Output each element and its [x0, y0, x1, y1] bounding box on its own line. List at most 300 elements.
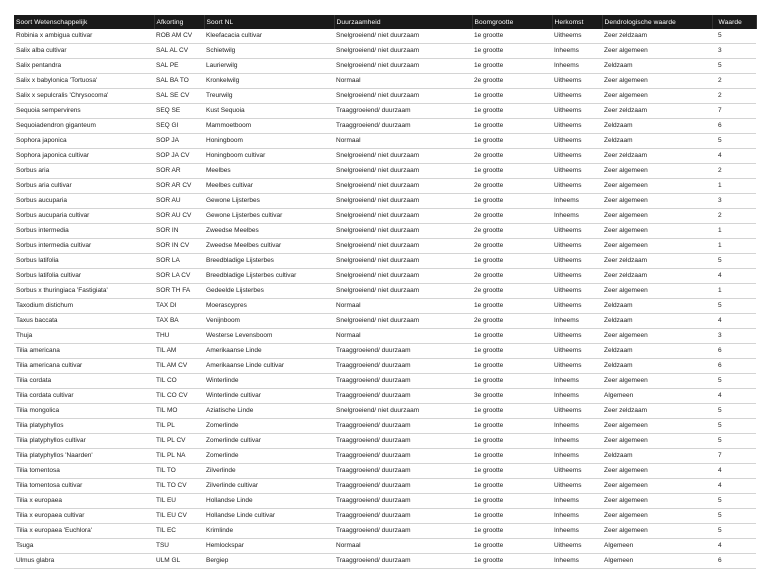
cell-origin: Inheems: [554, 557, 579, 565]
cell-tree-size: 1e grootte: [474, 62, 504, 70]
cell-abbreviation: SEQ GI: [156, 122, 179, 130]
cell-dendrological-value: Zeer algemeen: [604, 482, 648, 490]
table-row: [14, 134, 756, 149]
cell-dendrological-value: Zeer algemeen: [604, 422, 648, 430]
cell-scientific-name: Sorbus intermedia: [16, 227, 69, 235]
cell-dutch-name: Kronkelwilg: [206, 77, 240, 85]
cell-scientific-name: Salix pentandra: [16, 62, 62, 70]
cell-scientific-name: Taxus baccata: [16, 317, 58, 325]
table-row: [14, 314, 756, 329]
cell-scientific-name: Tilia platyphyllos cultivar: [16, 437, 86, 445]
cell-durability: Traaggroeiend/ duurzaam: [336, 557, 411, 565]
cell-durability: Traaggroeiend/ duurzaam: [336, 347, 411, 355]
table-row: [14, 29, 756, 44]
cell-scientific-name: Sophora japonica: [16, 137, 67, 145]
cell-value: 1: [718, 182, 722, 190]
cell-dutch-name: Zilverlinde: [206, 467, 236, 475]
cell-scientific-name: Tilia cordata cultivar: [16, 392, 74, 400]
cell-origin: Uitheems: [554, 122, 582, 130]
cell-tree-size: 1e grootte: [474, 32, 504, 39]
cell-durability: Traaggroeiend/ duurzaam: [336, 527, 411, 535]
table-row: [14, 464, 756, 479]
cell-value: 4: [718, 152, 722, 160]
cell-origin: Uitheems: [554, 407, 582, 415]
cell-dendrological-value: Zeldzaam: [604, 452, 633, 460]
table-row: [14, 434, 756, 449]
cell-scientific-name: Tilia tomentosa cultivar: [16, 482, 83, 490]
cell-abbreviation: SOP JA: [156, 137, 180, 145]
cell-abbreviation: TIL AM CV: [156, 362, 188, 370]
cell-dendrological-value: Zeer algemeen: [604, 467, 648, 475]
cell-scientific-name: Sequoiadendron giganteum: [16, 122, 96, 130]
cell-tree-size: 2e grootte: [474, 227, 504, 235]
cell-dutch-name: Westerse Levensboom: [206, 332, 273, 340]
tree-species-sheet: [14, 15, 756, 569]
cell-dendrological-value: Zeer algemeen: [604, 377, 648, 385]
cell-origin: Uitheems: [554, 227, 582, 235]
table-row: [14, 224, 756, 239]
cell-value: 4: [718, 467, 722, 475]
cell-tree-size: 1e grootte: [474, 47, 504, 55]
cell-abbreviation: TIL PL NA: [156, 452, 186, 460]
cell-abbreviation: THU: [156, 332, 170, 340]
cell-scientific-name: Sorbus aucuparia: [16, 197, 67, 205]
cell-dendrological-value: Zeldzaam: [604, 62, 633, 70]
cell-tree-size: 1e grootte: [474, 467, 504, 475]
cell-abbreviation: TIL TO CV: [156, 482, 187, 490]
cell-dutch-name: Schietwilg: [206, 47, 236, 55]
header-dendrological-value: Dendrologische waarde: [602, 15, 712, 29]
table-row: [14, 59, 756, 74]
cell-abbreviation: TIL TO: [156, 467, 176, 475]
cell-dendrological-value: Zeer algemeen: [604, 197, 648, 205]
cell-value: 5: [718, 377, 722, 385]
cell-dendrological-value: Zeer algemeen: [604, 497, 648, 505]
table-row: [14, 149, 756, 164]
header-tree-size: Boomgrootte: [472, 15, 552, 29]
cell-dendrological-value: Algemeen: [604, 557, 634, 565]
cell-tree-size: 2e grootte: [474, 182, 504, 190]
cell-durability: Traaggroeiend/ duurzaam: [336, 437, 411, 445]
cell-scientific-name: Sorbus aria: [16, 167, 50, 175]
cell-durability: Traaggroeiend/ duurzaam: [336, 107, 411, 115]
cell-abbreviation: SOR TH FA: [156, 287, 191, 295]
cell-origin: Uitheems: [554, 152, 582, 160]
cell-durability: Snelgroeiend/ niet duurzaam: [336, 167, 420, 175]
cell-abbreviation: TIL PL CV: [156, 437, 186, 445]
cell-value: 6: [718, 122, 722, 130]
table-row: [14, 254, 756, 269]
cell-value: 5: [718, 512, 722, 520]
cell-dendrological-value: Zeer zeldzaam: [604, 272, 647, 280]
table-row: [14, 239, 756, 254]
cell-dutch-name: Zomerlinde cultivar: [206, 437, 261, 445]
cell-dendrological-value: Zeer zeldzaam: [604, 152, 647, 160]
cell-origin: Uitheems: [554, 332, 582, 340]
cell-origin: Inheems: [554, 47, 579, 55]
cell-dutch-name: Zomerlinde: [206, 422, 239, 430]
cell-abbreviation: TIL EC: [156, 527, 176, 535]
cell-dendrological-value: Zeer zeldzaam: [604, 32, 647, 39]
cell-tree-size: 1e grootte: [474, 167, 504, 175]
cell-value: 5: [718, 32, 722, 39]
cell-tree-size: 2e grootte: [474, 152, 504, 160]
cell-value: 2: [718, 167, 722, 175]
cell-durability: Snelgroeiend/ niet duurzaam: [336, 62, 420, 70]
cell-dendrological-value: Zeldzaam: [604, 122, 633, 130]
cell-origin: Inheems: [554, 197, 579, 205]
cell-dendrological-value: Zeer algemeen: [604, 182, 648, 190]
cell-value: 5: [718, 302, 722, 310]
cell-scientific-name: Sorbus latifolia cultivar: [16, 272, 82, 280]
cell-durability: Snelgroeiend/ niet duurzaam: [336, 92, 420, 100]
cell-dutch-name: Zweedse Meelbes cultivar: [206, 242, 282, 250]
table-row: [14, 299, 756, 314]
cell-scientific-name: Sorbus x thuringiaca 'Fastigiata': [16, 287, 108, 295]
cell-abbreviation: TAX BA: [156, 317, 179, 325]
cell-dendrological-value: Zeldzaam: [604, 347, 633, 355]
cell-scientific-name: Tilia platyphyllos 'Naarden': [16, 452, 93, 460]
cell-dendrological-value: Zeldzaam: [604, 317, 633, 325]
cell-dutch-name: Gedeelde Lijsterbes: [206, 287, 264, 295]
cell-dutch-name: Meelbes cultivar: [206, 182, 253, 190]
cell-origin: Inheems: [554, 317, 579, 325]
table-row: [14, 74, 756, 89]
cell-tree-size: 1e grootte: [474, 557, 504, 565]
cell-abbreviation: SEQ SE: [156, 107, 181, 115]
cell-origin: Uitheems: [554, 107, 582, 115]
table-row: [14, 524, 756, 539]
header-abbreviation: Afkorting: [154, 15, 204, 29]
cell-origin: Uitheems: [554, 467, 582, 475]
table-row: [14, 359, 756, 374]
cell-scientific-name: Sorbus aria cultivar: [16, 182, 72, 190]
cell-origin: Uitheems: [554, 182, 582, 190]
cell-tree-size: 1e grootte: [474, 497, 504, 505]
cell-durability: Traaggroeiend/ duurzaam: [336, 482, 411, 490]
cell-value: 1: [718, 242, 722, 250]
table-row: [14, 44, 756, 59]
cell-dendrological-value: Zeer algemeen: [604, 212, 648, 220]
table-row: [14, 389, 756, 404]
cell-dutch-name: Krimlinde: [206, 527, 234, 535]
cell-dendrological-value: Algemeen: [604, 392, 634, 400]
table-row: [14, 284, 756, 299]
cell-origin: Inheems: [554, 392, 579, 400]
cell-origin: Uitheems: [554, 362, 582, 370]
cell-scientific-name: Tilia mongolica: [16, 407, 60, 415]
cell-dutch-name: Gewone Lijsterbes cultivar: [206, 212, 283, 220]
cell-scientific-name: Tilia x europaea: [16, 497, 63, 505]
cell-tree-size: 1e grootte: [474, 122, 504, 130]
cell-scientific-name: Salix x babylonica 'Tortuosa': [16, 77, 98, 85]
cell-value: 3: [718, 332, 722, 340]
cell-value: 5: [718, 437, 722, 445]
cell-dendrological-value: Zeer algemeen: [604, 527, 648, 535]
cell-scientific-name: Ulmus glabra: [16, 557, 55, 565]
cell-tree-size: 3e grootte: [474, 392, 504, 400]
cell-dendrological-value: Zeldzaam: [604, 362, 633, 370]
cell-tree-size: 2e grootte: [474, 212, 504, 220]
table-row: [14, 329, 756, 344]
cell-dendrological-value: Zeer algemeen: [604, 92, 648, 100]
cell-tree-size: 1e grootte: [474, 437, 504, 445]
cell-tree-size: 1e grootte: [474, 527, 504, 535]
cell-durability: Snelgroeiend/ niet duurzaam: [336, 407, 420, 415]
cell-durability: Traaggroeiend/ duurzaam: [336, 422, 411, 430]
cell-scientific-name: Sorbus intermedia cultivar: [16, 242, 92, 250]
cell-dendrological-value: Zeer algemeen: [604, 332, 648, 340]
table-row: [14, 194, 756, 209]
cell-abbreviation: TIL EU CV: [156, 512, 187, 520]
cell-origin: Inheems: [554, 512, 579, 520]
cell-scientific-name: Tilia x europaea cultivar: [16, 512, 85, 520]
cell-value: 4: [718, 317, 722, 325]
cell-value: 1: [718, 227, 722, 235]
table-row: [14, 104, 756, 119]
cell-dendrological-value: Zeer zeldzaam: [604, 257, 647, 265]
cell-origin: Uitheems: [554, 287, 582, 295]
cell-value: 6: [718, 362, 722, 370]
cell-dutch-name: Honingboom: [206, 137, 243, 145]
cell-tree-size: 1e grootte: [474, 257, 504, 265]
cell-tree-size: 1e grootte: [474, 107, 504, 115]
cell-value: 4: [718, 392, 722, 400]
cell-dutch-name: Aziatische Linde: [206, 407, 254, 415]
cell-durability: Traaggroeiend/ duurzaam: [336, 122, 411, 130]
cell-value: 7: [718, 107, 722, 115]
cell-scientific-name: Robinia x ambigua cultivar: [16, 32, 93, 39]
cell-dutch-name: Meelbes: [206, 167, 231, 175]
table-row: [14, 449, 756, 464]
cell-tree-size: 1e grootte: [474, 347, 504, 355]
cell-abbreviation: SOR LA: [156, 257, 180, 265]
cell-abbreviation: SOR IN: [156, 227, 179, 235]
cell-dutch-name: Amerikaanse Linde cultivar: [206, 362, 285, 370]
table-row: [14, 179, 756, 194]
table-row: [14, 164, 756, 179]
cell-dutch-name: Hollandse Linde cultivar: [206, 512, 276, 520]
cell-durability: Snelgroeiend/ niet duurzaam: [336, 257, 420, 265]
cell-dendrological-value: Zeer algemeen: [604, 242, 648, 250]
cell-scientific-name: Tilia x europaea 'Euchlora': [16, 527, 92, 535]
cell-value: 2: [718, 77, 722, 85]
cell-abbreviation: SAL BA TO: [156, 77, 189, 85]
cell-scientific-name: Salix alba cultivar: [16, 47, 67, 55]
cell-tree-size: 2e grootte: [474, 77, 504, 85]
cell-tree-size: 2e grootte: [474, 272, 504, 280]
table-row: [14, 509, 756, 524]
cell-origin: Uitheems: [554, 137, 582, 145]
cell-dutch-name: Gewone Lijsterbes: [206, 197, 260, 205]
cell-origin: Uitheems: [554, 482, 582, 490]
cell-dutch-name: Bergiep: [206, 557, 229, 565]
cell-value: 5: [718, 497, 722, 505]
cell-abbreviation: TIL PL: [156, 422, 175, 430]
cell-durability: Normaal: [336, 542, 361, 550]
cell-origin: Inheems: [554, 62, 579, 70]
table-row: [14, 404, 756, 419]
cell-scientific-name: Tilia cordata: [16, 377, 52, 385]
cell-dendrological-value: Zeer algemeen: [604, 437, 648, 445]
cell-dutch-name: Mammoetboom: [206, 122, 252, 130]
cell-durability: Traaggroeiend/ duurzaam: [336, 512, 411, 520]
cell-durability: Snelgroeiend/ niet duurzaam: [336, 287, 420, 295]
cell-abbreviation: TIL AM: [156, 347, 177, 355]
table-row: [14, 494, 756, 509]
cell-dendrological-value: Zeer algemeen: [604, 227, 648, 235]
cell-value: 5: [718, 257, 722, 265]
cell-durability: Snelgroeiend/ niet duurzaam: [336, 212, 420, 220]
cell-abbreviation: TIL MO: [156, 407, 178, 415]
cell-origin: Inheems: [554, 497, 579, 505]
cell-abbreviation: TIL CO: [156, 377, 177, 385]
cell-durability: Traaggroeiend/ duurzaam: [336, 467, 411, 475]
cell-origin: Uitheems: [554, 77, 582, 85]
table-row: [14, 554, 756, 569]
cell-dutch-name: Breedbladige Lijsterbes: [206, 257, 274, 265]
cell-tree-size: 2e grootte: [474, 242, 504, 250]
cell-value: 3: [718, 197, 722, 205]
cell-abbreviation: ULM GL: [156, 557, 181, 565]
tree-species-table: [14, 15, 757, 569]
cell-durability: Snelgroeiend/ niet duurzaam: [336, 227, 420, 235]
header-value: Waarde: [712, 15, 756, 29]
cell-origin: Inheems: [554, 422, 579, 430]
cell-tree-size: 2e grootte: [474, 317, 504, 325]
cell-tree-size: 1e grootte: [474, 482, 504, 490]
header-scientific-name: Soort Wetenschappelijk: [14, 15, 154, 29]
cell-dendrological-value: Zeer algemeen: [604, 512, 648, 520]
header-origin: Herkomst: [552, 15, 602, 29]
cell-tree-size: 1e grootte: [474, 197, 504, 205]
cell-origin: Uitheems: [554, 242, 582, 250]
cell-origin: Inheems: [554, 527, 579, 535]
header-row: [14, 15, 756, 29]
cell-tree-size: 1e grootte: [474, 137, 504, 145]
cell-value: 5: [718, 62, 722, 70]
cell-durability: Snelgroeiend/ niet duurzaam: [336, 32, 420, 39]
cell-value: 6: [718, 557, 722, 565]
cell-value: 4: [718, 542, 722, 550]
cell-dendrological-value: Algemeen: [604, 542, 634, 550]
cell-abbreviation: ROB AM CV: [156, 32, 193, 39]
cell-scientific-name: Tilia platyphyllos: [16, 422, 64, 430]
table-header: [14, 15, 756, 29]
cell-scientific-name: Taxodium distichum: [16, 302, 74, 310]
table-body: [14, 29, 756, 569]
cell-durability: Normaal: [336, 77, 361, 85]
cell-abbreviation: TSU: [156, 542, 169, 550]
cell-abbreviation: SOR AU: [156, 197, 181, 205]
cell-origin: Uitheems: [554, 542, 582, 550]
cell-dutch-name: Zilverlinde cultivar: [206, 482, 259, 490]
cell-dutch-name: Zweedse Meelbes: [206, 227, 259, 235]
cell-scientific-name: Tilia tomentosa: [16, 467, 60, 475]
table-row: [14, 479, 756, 494]
cell-origin: Inheems: [554, 212, 579, 220]
cell-value: 4: [718, 272, 722, 280]
header-dutch-name: Soort NL: [204, 15, 334, 29]
table-row: [14, 374, 756, 389]
cell-scientific-name: Thuja: [16, 332, 33, 340]
cell-durability: Traaggroeiend/ duurzaam: [336, 377, 411, 385]
cell-abbreviation: TIL CO CV: [156, 392, 188, 400]
cell-durability: Traaggroeiend/ duurzaam: [336, 452, 411, 460]
cell-durability: Snelgroeiend/ niet duurzaam: [336, 47, 420, 55]
cell-origin: Uitheems: [554, 302, 582, 310]
cell-dutch-name: Kust Sequoia: [206, 107, 245, 115]
cell-origin: Uitheems: [554, 92, 582, 100]
cell-dendrological-value: Zeldzaam: [604, 302, 633, 310]
cell-tree-size: 2e grootte: [474, 287, 504, 295]
cell-tree-size: 1e grootte: [474, 452, 504, 460]
cell-value: 1: [718, 287, 722, 295]
cell-abbreviation: TAX DI: [156, 302, 177, 310]
cell-value: 3: [718, 47, 722, 55]
cell-origin: Uitheems: [554, 272, 582, 280]
table-row: [14, 209, 756, 224]
table-row: [14, 269, 756, 284]
cell-dutch-name: Hollandse Linde: [206, 497, 253, 505]
cell-scientific-name: Sorbus aucuparia cultivar: [16, 212, 90, 220]
cell-durability: Traaggroeiend/ duurzaam: [336, 497, 411, 505]
header-durability: Duurzaamheid: [334, 15, 472, 29]
cell-tree-size: 1e grootte: [474, 377, 504, 385]
cell-durability: Snelgroeiend/ niet duurzaam: [336, 242, 420, 250]
cell-tree-size: 1e grootte: [474, 302, 504, 310]
cell-dendrological-value: Zeer algemeen: [604, 287, 648, 295]
cell-dendrological-value: Zeer zeldzaam: [604, 107, 647, 115]
cell-value: 5: [718, 137, 722, 145]
cell-origin: Uitheems: [554, 32, 582, 39]
cell-durability: Snelgroeiend/ niet duurzaam: [336, 182, 420, 190]
cell-scientific-name: Tilia americana: [16, 347, 60, 355]
cell-scientific-name: Sorbus latifolia: [16, 257, 59, 265]
cell-dutch-name: Winterlinde cultivar: [206, 392, 261, 400]
cell-dutch-name: Kleefacacia cultivar: [206, 32, 262, 39]
cell-dutch-name: Amerikaanse Linde: [206, 347, 262, 355]
table-row: [14, 344, 756, 359]
cell-value: 6: [718, 347, 722, 355]
cell-value: 2: [718, 212, 722, 220]
cell-origin: Inheems: [554, 377, 579, 385]
cell-abbreviation: SAL PE: [156, 62, 179, 70]
cell-value: 2: [718, 92, 722, 100]
cell-dutch-name: Hemlockspar: [206, 542, 244, 550]
table-row: [14, 119, 756, 134]
cell-durability: Traaggroeiend/ duurzaam: [336, 362, 411, 370]
cell-scientific-name: Sequoia sempervirens: [16, 107, 81, 115]
cell-tree-size: 1e grootte: [474, 362, 504, 370]
cell-tree-size: 1e grootte: [474, 512, 504, 520]
cell-durability: Normaal: [336, 137, 361, 145]
cell-tree-size: 1e grootte: [474, 422, 504, 430]
cell-value: 5: [718, 407, 722, 415]
cell-abbreviation: SAL AL CV: [156, 47, 189, 55]
cell-dendrological-value: Zeer algemeen: [604, 167, 648, 175]
cell-abbreviation: SOP JA CV: [156, 152, 190, 160]
cell-abbreviation: SOR LA CV: [156, 272, 191, 280]
cell-dutch-name: Honingboom cultivar: [206, 152, 266, 160]
cell-durability: Snelgroeiend/ niet duurzaam: [336, 152, 420, 160]
cell-durability: Normaal: [336, 332, 361, 340]
cell-dendrological-value: Zeer algemeen: [604, 77, 648, 85]
cell-origin: Inheems: [554, 437, 579, 445]
cell-scientific-name: Salix x sepulcralis 'Chrysocoma': [16, 92, 109, 100]
cell-dendrological-value: Zeer algemeen: [604, 47, 648, 55]
cell-value: 5: [718, 527, 722, 535]
